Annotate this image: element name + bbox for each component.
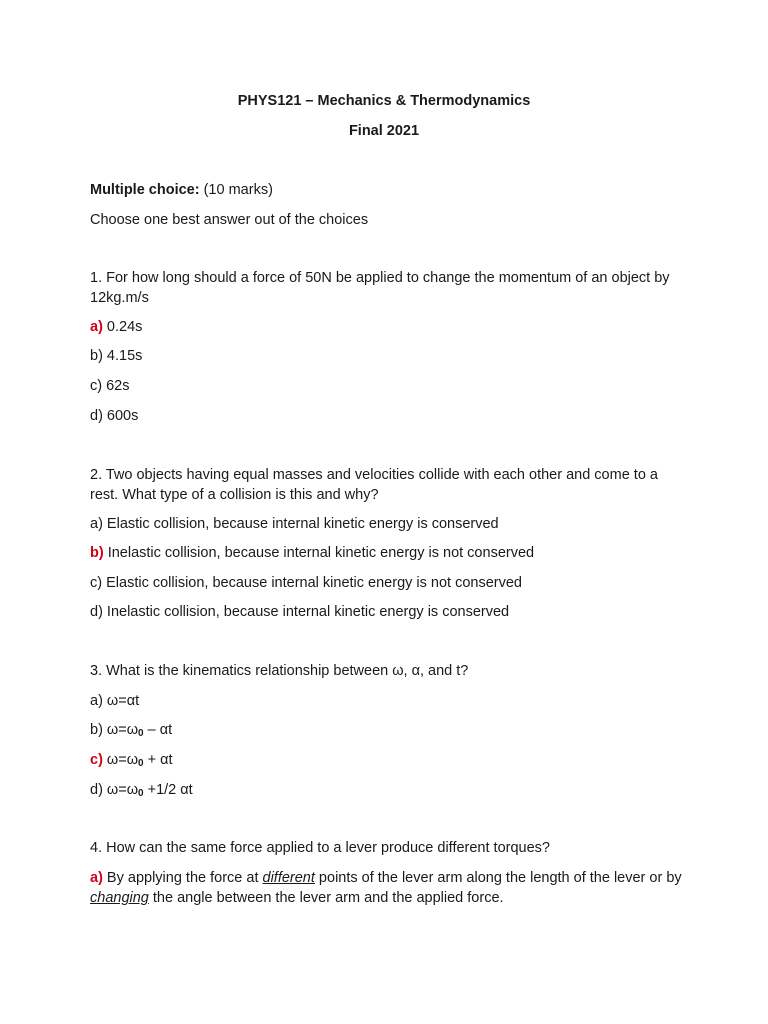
q3-option-c-pre: ω=ω (102, 752, 139, 768)
question-3-text: 3. What is the kinematics relationship between ω, α, and t? (90, 663, 469, 679)
q2-correct-marker: b) (90, 545, 104, 561)
question-4-text: 4. How can the same force applied to a lever produce different torques? (90, 840, 550, 856)
q4-answer-part-3: the angle between the lever arm and the applied force. (148, 890, 504, 906)
section-heading (90, 180, 690, 200)
q4-option-a (90, 868, 690, 908)
q1-option-a-text: 0.24s (102, 319, 143, 335)
exam-title: Final 2021 (348, 123, 420, 139)
q3-option-d-pre: d) ω=ω (90, 782, 139, 798)
q1-correct-marker: a) (90, 319, 103, 335)
q3-option-d (90, 780, 690, 804)
q3-option-b-post: – αt (143, 722, 173, 738)
q2-option-c: c) Elastic collision, because internal kinetic energy is not conserved (90, 575, 522, 591)
section-heading-label: Multiple choice: (90, 182, 200, 198)
q3-option-b-pre: b) ω=ω (90, 722, 139, 738)
q1-option-d: d) 600s (90, 408, 139, 424)
q1-option-c: c) 62s (90, 378, 130, 394)
q1-option-a (90, 317, 690, 337)
question-1-text: 1. For how long should a force of 50N be applied to change the momentum of an object by 12kg.m/s (90, 270, 670, 306)
q2-option-d: d) Inelastic collision, because internal kinetic energy is conserved (90, 604, 510, 620)
q2-option-b-text: Inelastic collision, because internal kinetic energy is not conserved (103, 545, 535, 561)
q2-option-b (90, 543, 690, 563)
q4-answer-part-2: points of the lever arm along the length of the lever or by (314, 870, 682, 886)
q3-option-d-sub: 0 (138, 788, 144, 799)
q3-correct-marker: c) (90, 752, 103, 768)
q3-option-c-post: + αt (143, 752, 173, 768)
q2-option-a: a) Elastic collision, because internal kinetic energy is conserved (90, 516, 499, 532)
section-marks: (10 marks) (199, 182, 273, 198)
q3-option-c (90, 750, 690, 774)
section-instruction: Choose one best answer out of the choices (90, 212, 369, 228)
q3-option-d-post: +1/2 αt (143, 782, 193, 798)
q3-option-c-sub: 0 (138, 758, 144, 769)
q3-option-a: a) ω=αt (90, 693, 140, 709)
q4-answer-part-1: By applying the force at (102, 870, 263, 886)
q3-option-b-sub: 0 (138, 728, 144, 739)
q3-option-b (90, 720, 690, 744)
course-title: PHYS121 – Mechanics & Thermodynamics (237, 93, 531, 109)
q4-answer-emphasis-2: changing (90, 890, 149, 906)
q1-option-b: b) 4.15s (90, 348, 143, 364)
question-2-text: 2. Two objects having equal masses and velocities collide with each other and come to a rest. What type of a collision is this and why? (90, 467, 658, 503)
q4-answer-emphasis-1: different (262, 870, 315, 886)
q4-correct-marker: a) (90, 870, 103, 886)
